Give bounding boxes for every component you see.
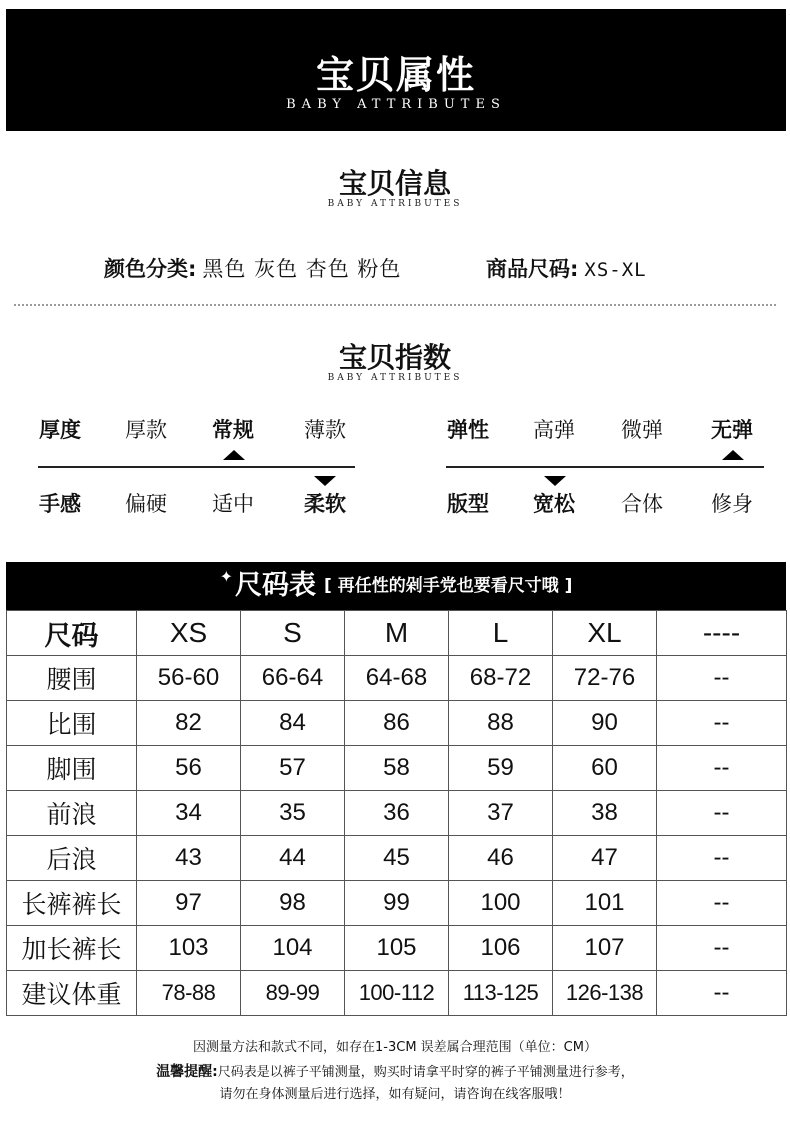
index-section-subtitle: BABY ATTRIBUTES — [327, 373, 463, 383]
table-cell: 113-125 — [449, 971, 553, 1016]
color-label: 颜色分类: — [104, 257, 197, 281]
size-header-cell: XL — [553, 611, 657, 656]
table-row — [7, 701, 787, 746]
table-cell: 56 — [137, 746, 241, 791]
table-corner-label: 尺码 — [7, 611, 137, 656]
thickness-label: 厚度 — [39, 418, 81, 442]
table-cell: 36 — [345, 791, 449, 836]
table-cell: 98 — [241, 881, 345, 926]
feel-label: 手感 — [39, 492, 81, 516]
banner-title: 宝贝属性 — [315, 53, 476, 97]
table-cell: 100 — [449, 881, 553, 926]
table-cell: 66-64 — [241, 656, 345, 701]
size-header-cell: M — [345, 611, 449, 656]
size-chart-header — [6, 562, 786, 610]
row-label: 前浪 — [7, 791, 137, 836]
size-header-cell: S — [241, 611, 345, 656]
elasticity-selected-marker-icon — [722, 450, 744, 460]
table-cell: 89-99 — [241, 971, 345, 1016]
table-cell: -- — [657, 971, 787, 1016]
table-cell: 68-72 — [449, 656, 553, 701]
reminder-label: 温馨提醒: — [156, 1064, 218, 1080]
size-chart-title: 尺码表 — [235, 570, 316, 601]
table-cell: 47 — [553, 836, 657, 881]
size-table — [6, 610, 787, 1016]
fit-selected-marker-icon — [544, 476, 566, 486]
table-cell: -- — [657, 881, 787, 926]
size-label: 商品尺码: — [486, 257, 579, 281]
size-info — [486, 254, 647, 284]
table-cell: 59 — [449, 746, 553, 791]
table-cell: 90 — [553, 701, 657, 746]
feel-option-soft: 柔软 — [304, 492, 346, 516]
size-range-value: XS-XL — [584, 259, 647, 281]
table-cell: 34 — [137, 791, 241, 836]
fit-option-slim: 修身 — [711, 492, 753, 516]
table-cell: 45 — [345, 836, 449, 881]
row-label: 脚围 — [7, 746, 137, 791]
table-cell: 78-88 — [137, 971, 241, 1016]
reminder-note — [0, 1061, 790, 1081]
table-cell: 35 — [241, 791, 345, 836]
row-label: 后浪 — [7, 836, 137, 881]
table-cell: 82 — [137, 701, 241, 746]
table-cell: 46 — [449, 836, 553, 881]
reminder-text: 尺码表是以裤子平铺测量，购买时请拿平时穿的裤子平铺测量进行参考， — [217, 1065, 634, 1080]
size-chart-subtitle: [ 再任性的剁手党也要看尺寸哦 ] — [324, 576, 573, 596]
table-cell: 104 — [241, 926, 345, 971]
table-cell: 101 — [553, 881, 657, 926]
table-row — [7, 791, 787, 836]
table-cell: -- — [657, 701, 787, 746]
size-header-cell: ---- — [657, 611, 787, 656]
table-cell: 99 — [345, 881, 449, 926]
elasticity-label: 弹性 — [447, 418, 489, 442]
fit-label: 版型 — [447, 492, 489, 516]
size-header-cell: XS — [137, 611, 241, 656]
sparkle-icon: ✦ — [219, 567, 233, 586]
table-cell: 86 — [345, 701, 449, 746]
table-cell: 107 — [553, 926, 657, 971]
thickness-option-thin: 薄款 — [304, 418, 346, 442]
table-cell: 44 — [241, 836, 345, 881]
table-cell: 57 — [241, 746, 345, 791]
table-cell: 37 — [449, 791, 553, 836]
fit-option-regular: 合体 — [621, 492, 663, 516]
measurement-note: 因测量方法和款式不同，如存在1-3CM 误差属合理范围（单位：CM） — [193, 1040, 597, 1055]
table-cell: 126-138 — [553, 971, 657, 1016]
info-section-subtitle: BABY ATTRIBUTES — [327, 199, 463, 209]
thickness-option-regular: 常规 — [212, 418, 254, 442]
size-chart — [6, 562, 786, 1019]
color-info — [104, 254, 401, 284]
color-values: 黑色 灰色 杏色 粉色 — [202, 257, 402, 281]
table-cell: 43 — [137, 836, 241, 881]
table-cell: -- — [657, 836, 787, 881]
table-row — [7, 926, 787, 971]
feel-selected-marker-icon — [314, 476, 336, 486]
row-label: 加长裤长 — [7, 926, 137, 971]
elasticity-option-high: 高弹 — [533, 418, 575, 442]
row-label: 比围 — [7, 701, 137, 746]
fit-option-loose: 宽松 — [533, 492, 575, 516]
table-row — [7, 836, 787, 881]
table-cell: -- — [657, 746, 787, 791]
thickness-option-thick: 厚款 — [125, 418, 167, 442]
row-label: 长裤裤长 — [7, 881, 137, 926]
table-cell: -- — [657, 926, 787, 971]
feel-option-hard: 偏硬 — [125, 492, 167, 516]
row-label: 建议体重 — [7, 971, 137, 1016]
table-row — [7, 881, 787, 926]
table-row — [7, 746, 787, 791]
table-cell: 38 — [553, 791, 657, 836]
elasticity-fit-divider — [446, 466, 764, 468]
feel-option-medium: 适中 — [212, 492, 254, 516]
info-section-title: 宝贝信息 — [338, 167, 451, 200]
table-cell: 60 — [553, 746, 657, 791]
table-cell: 56-60 — [137, 656, 241, 701]
table-cell: 97 — [137, 881, 241, 926]
table-row — [7, 971, 787, 1016]
table-cell: 72-76 — [553, 656, 657, 701]
dotted-divider — [14, 304, 776, 306]
table-cell: -- — [657, 791, 787, 836]
size-header-cell: L — [449, 611, 553, 656]
table-cell: 64-68 — [345, 656, 449, 701]
table-cell: -- — [657, 656, 787, 701]
thickness-feel-divider — [38, 466, 355, 468]
table-cell: 106 — [449, 926, 553, 971]
banner-subtitle: BABY ATTRIBUTES — [286, 97, 506, 112]
table-header-row — [7, 611, 787, 656]
index-section-title: 宝贝指数 — [338, 341, 451, 374]
table-cell: 105 — [345, 926, 449, 971]
reminder-note-continued: 请勿在身体测量后进行选择，如有疑问，请咨询在线客服哦！ — [219, 1087, 571, 1102]
table-cell: 88 — [449, 701, 553, 746]
table-cell: 103 — [137, 926, 241, 971]
table-cell: 100-112 — [345, 971, 449, 1016]
table-cell: 58 — [345, 746, 449, 791]
row-label: 腰围 — [7, 656, 137, 701]
elasticity-option-none: 无弹 — [711, 418, 753, 442]
thickness-selected-marker-icon — [223, 450, 245, 460]
table-row — [7, 656, 787, 701]
table-cell: 84 — [241, 701, 345, 746]
elasticity-option-slight: 微弹 — [621, 418, 663, 442]
header-banner — [6, 9, 786, 131]
